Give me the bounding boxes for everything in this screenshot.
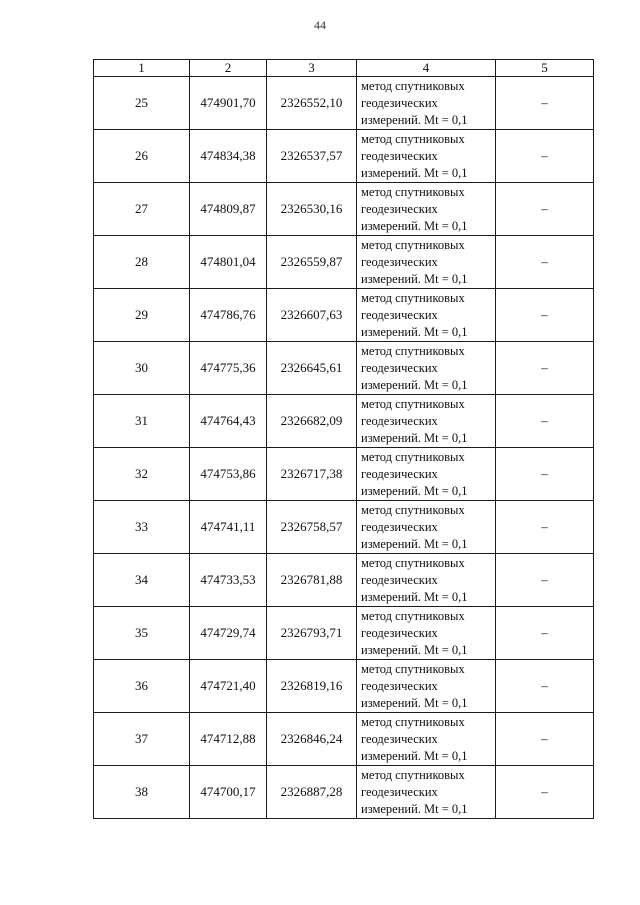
- y-coordinate-cell: 2326645,61: [267, 342, 357, 395]
- note-cell: –: [496, 448, 594, 501]
- note-cell: –: [496, 183, 594, 236]
- y-coordinate-cell: 2326887,28: [267, 766, 357, 819]
- table-row: [94, 660, 594, 713]
- method-cell: метод спутниковых геодезических измерений. Mt = 0,1: [357, 77, 496, 130]
- method-cell: метод спутниковых геодезических измерений. Mt = 0,1: [357, 236, 496, 289]
- note-cell: –: [496, 342, 594, 395]
- method-cell: метод спутниковых геодезических измерений. Mt = 0,1: [357, 130, 496, 183]
- header-col-4: 4: [357, 60, 496, 77]
- point-number-cell: 30: [94, 342, 190, 395]
- x-coordinate-cell: 474775,36: [190, 342, 267, 395]
- method-cell: метод спутниковых геодезических измерений. Mt = 0,1: [357, 395, 496, 448]
- header-col-2: 2: [190, 60, 267, 77]
- table-header: [94, 60, 594, 77]
- table-row: [94, 501, 594, 554]
- y-coordinate-cell: 2326781,88: [267, 554, 357, 607]
- table-row: [94, 448, 594, 501]
- y-coordinate-cell: 2326552,10: [267, 77, 357, 130]
- method-cell: метод спутниковых геодезических измерений. Mt = 0,1: [357, 766, 496, 819]
- method-cell: метод спутниковых геодезических измерений. Mt = 0,1: [357, 289, 496, 342]
- note-cell: –: [496, 289, 594, 342]
- table-row: [94, 183, 594, 236]
- y-coordinate-cell: 2326793,71: [267, 607, 357, 660]
- table-body: [94, 77, 594, 819]
- y-coordinate-cell: 2326682,09: [267, 395, 357, 448]
- header-col-3: 3: [267, 60, 357, 77]
- method-cell: метод спутниковых геодезических измерений. Mt = 0,1: [357, 554, 496, 607]
- header-row: [94, 60, 594, 77]
- method-cell: метод спутниковых геодезических измерений. Mt = 0,1: [357, 448, 496, 501]
- table-row: [94, 395, 594, 448]
- note-cell: –: [496, 395, 594, 448]
- table-row: [94, 130, 594, 183]
- y-coordinate-cell: 2326607,63: [267, 289, 357, 342]
- table-row: [94, 713, 594, 766]
- page-number: 44: [314, 18, 326, 32]
- y-coordinate-cell: 2326559,87: [267, 236, 357, 289]
- x-coordinate-cell: 474786,76: [190, 289, 267, 342]
- table-row: [94, 77, 594, 130]
- point-number-cell: 36: [94, 660, 190, 713]
- table-row: [94, 607, 594, 660]
- table-row: [94, 766, 594, 819]
- y-coordinate-cell: 2326530,16: [267, 183, 357, 236]
- point-number-cell: 37: [94, 713, 190, 766]
- y-coordinate-cell: 2326717,38: [267, 448, 357, 501]
- method-cell: метод спутниковых геодезических измерений. Mt = 0,1: [357, 183, 496, 236]
- point-number-cell: 31: [94, 395, 190, 448]
- point-number-cell: 25: [94, 77, 190, 130]
- point-number-cell: 29: [94, 289, 190, 342]
- x-coordinate-cell: 474809,87: [190, 183, 267, 236]
- point-number-cell: 34: [94, 554, 190, 607]
- note-cell: –: [496, 236, 594, 289]
- point-number-cell: 32: [94, 448, 190, 501]
- x-coordinate-cell: 474712,88: [190, 713, 267, 766]
- x-coordinate-cell: 474733,53: [190, 554, 267, 607]
- note-cell: –: [496, 130, 594, 183]
- x-coordinate-cell: 474721,40: [190, 660, 267, 713]
- y-coordinate-cell: 2326846,24: [267, 713, 357, 766]
- header-col-5: 5: [496, 60, 594, 77]
- note-cell: –: [496, 501, 594, 554]
- note-cell: –: [496, 713, 594, 766]
- x-coordinate-cell: 474801,04: [190, 236, 267, 289]
- x-coordinate-cell: 474700,17: [190, 766, 267, 819]
- point-number-cell: 27: [94, 183, 190, 236]
- table-row: [94, 554, 594, 607]
- x-coordinate-cell: 474901,70: [190, 77, 267, 130]
- note-cell: –: [496, 766, 594, 819]
- table-row: [94, 289, 594, 342]
- y-coordinate-cell: 2326537,57: [267, 130, 357, 183]
- x-coordinate-cell: 474741,11: [190, 501, 267, 554]
- x-coordinate-cell: 474729,74: [190, 607, 267, 660]
- header-col-1: 1: [94, 60, 190, 77]
- point-number-cell: 28: [94, 236, 190, 289]
- method-cell: метод спутниковых геодезических измерений. Mt = 0,1: [357, 660, 496, 713]
- x-coordinate-cell: 474753,86: [190, 448, 267, 501]
- x-coordinate-cell: 474834,38: [190, 130, 267, 183]
- y-coordinate-cell: 2326758,57: [267, 501, 357, 554]
- table-row: [94, 236, 594, 289]
- method-cell: метод спутниковых геодезических измерений. Mt = 0,1: [357, 713, 496, 766]
- method-cell: метод спутниковых геодезических измерений. Mt = 0,1: [357, 342, 496, 395]
- coordinates-table: [93, 59, 594, 819]
- table-row: [94, 342, 594, 395]
- point-number-cell: 38: [94, 766, 190, 819]
- method-cell: метод спутниковых геодезических измерений. Mt = 0,1: [357, 607, 496, 660]
- point-number-cell: 26: [94, 130, 190, 183]
- note-cell: –: [496, 554, 594, 607]
- y-coordinate-cell: 2326819,16: [267, 660, 357, 713]
- note-cell: –: [496, 77, 594, 130]
- x-coordinate-cell: 474764,43: [190, 395, 267, 448]
- point-number-cell: 33: [94, 501, 190, 554]
- note-cell: –: [496, 607, 594, 660]
- note-cell: –: [496, 660, 594, 713]
- point-number-cell: 35: [94, 607, 190, 660]
- method-cell: метод спутниковых геодезических измерений. Mt = 0,1: [357, 501, 496, 554]
